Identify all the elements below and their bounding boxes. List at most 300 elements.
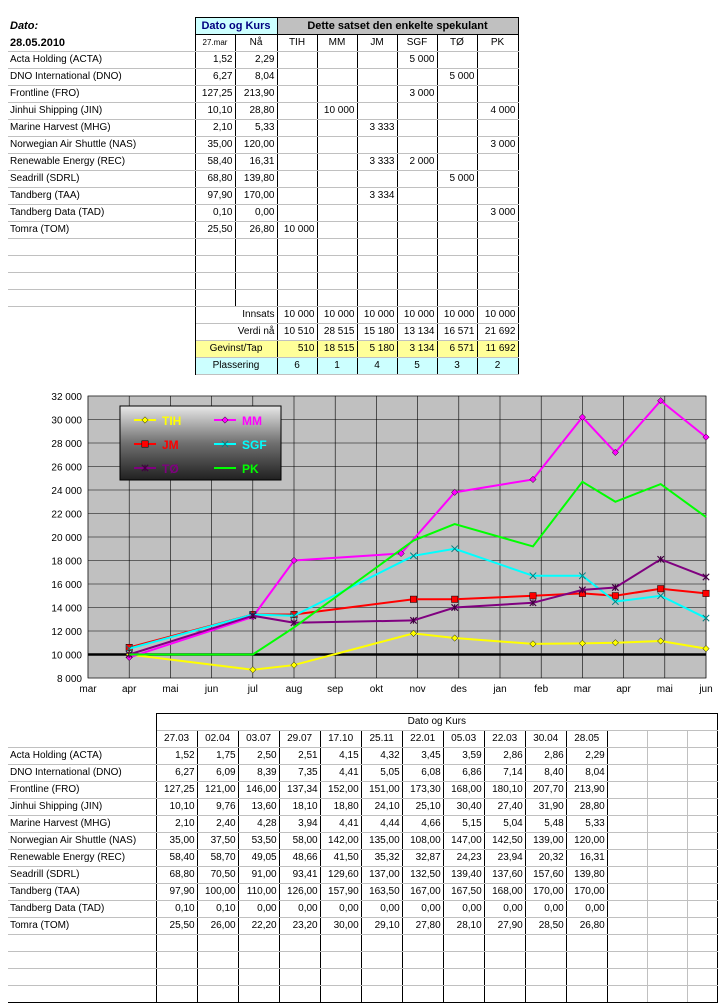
empty-cell	[443, 986, 484, 1003]
empty-cell	[477, 273, 518, 290]
spec-col-header: MM	[317, 35, 357, 52]
stake-cell	[477, 171, 518, 188]
empty-cell	[402, 952, 443, 969]
empty-cell	[238, 935, 279, 952]
empty-cell	[279, 969, 320, 986]
price-cell: 8,04	[566, 765, 607, 782]
price-cell: 129,60	[320, 867, 361, 884]
empty-cell	[525, 952, 566, 969]
price-cell: 0,00	[402, 901, 443, 918]
price-cell: 152,00	[320, 782, 361, 799]
price-cell: 9,76	[197, 799, 238, 816]
summary-value: 28 515	[317, 324, 357, 341]
stock-name: Seadrill (SDRL)	[8, 867, 156, 884]
data-point	[410, 596, 416, 602]
spec-col-header: TIH	[277, 35, 317, 52]
empty-cell	[484, 986, 525, 1003]
price-cell: 0,00	[238, 901, 279, 918]
empty-cell	[687, 833, 717, 850]
empty-cell	[279, 952, 320, 969]
x-tick-label: apr	[616, 684, 631, 695]
stake-cell	[277, 69, 317, 86]
summary-value: 21 692	[477, 324, 518, 341]
y-tick-label: 26 000	[51, 462, 82, 474]
stake-cell: 4 000	[477, 103, 518, 120]
price-cell: 29,10	[361, 918, 402, 935]
empty-cell	[477, 256, 518, 273]
empty-cell	[235, 290, 277, 307]
empty-cell	[607, 782, 647, 799]
table-row	[8, 103, 518, 120]
empty-cell	[647, 833, 687, 850]
price-cell: 28,50	[525, 918, 566, 935]
empty-cell	[607, 731, 647, 748]
empty-cell	[437, 290, 477, 307]
x-tick-label: sep	[327, 684, 344, 695]
price-cell: 91,00	[238, 867, 279, 884]
price-cell: 5,15	[443, 816, 484, 833]
price-cell: 170,00	[566, 884, 607, 901]
summary-value: 10 000	[477, 307, 518, 324]
empty-cell	[647, 850, 687, 867]
summary-value: 5	[397, 358, 437, 375]
empty-cell	[156, 952, 197, 969]
empty-cell	[484, 952, 525, 969]
empty-cell	[197, 986, 238, 1003]
legend-label: TIH	[162, 414, 182, 428]
stake-cell	[317, 86, 357, 103]
stake-cell	[397, 103, 437, 120]
price-cell: 173,30	[402, 782, 443, 799]
stake-cell	[317, 222, 357, 239]
stock-name: Frontline (FRO)	[8, 86, 195, 103]
price-cell: 137,60	[484, 867, 525, 884]
blank-cell	[8, 731, 156, 748]
price-cell: 4,32	[361, 748, 402, 765]
kurs-now: 170,00	[235, 188, 277, 205]
stake-cell	[477, 222, 518, 239]
price-cell: 16,31	[566, 850, 607, 867]
empty-cell	[397, 256, 437, 273]
empty-cell	[238, 986, 279, 1003]
empty-row	[8, 256, 518, 273]
empty-cell	[607, 884, 647, 901]
stake-cell	[477, 188, 518, 205]
stake-cell	[437, 86, 477, 103]
price-cell: 6,27	[156, 765, 197, 782]
empty-cell	[357, 290, 397, 307]
summary-value: 3	[437, 358, 477, 375]
kurs-header: Dato og Kurs	[195, 18, 277, 35]
price-cell: 120,00	[566, 833, 607, 850]
empty-cell	[477, 290, 518, 307]
stake-cell: 2 000	[397, 154, 437, 171]
table-row	[8, 52, 518, 69]
empty-cell	[156, 986, 197, 1003]
summary-value: 10 000	[397, 307, 437, 324]
price-cell: 23,20	[279, 918, 320, 935]
stock-name: Tandberg (TAA)	[8, 188, 195, 205]
table-row	[8, 918, 718, 935]
empty-cell	[607, 816, 647, 833]
price-cell: 5,48	[525, 816, 566, 833]
kurs-now: 120,00	[235, 137, 277, 154]
price-cell: 26,00	[197, 918, 238, 935]
stake-cell	[437, 52, 477, 69]
stake-cell	[277, 103, 317, 120]
empty-cell	[397, 273, 437, 290]
empty-cell	[647, 918, 687, 935]
summary-value: 4	[357, 358, 397, 375]
empty-cell	[687, 918, 717, 935]
price-cell: 180,10	[484, 782, 525, 799]
legend-label: JM	[162, 438, 179, 452]
summary-value: 10 000	[357, 307, 397, 324]
price-cell: 22,20	[238, 918, 279, 935]
summary-label: Gevinst/Tap	[195, 341, 277, 358]
kurs-start: 25,50	[195, 222, 235, 239]
price-cell: 142,50	[484, 833, 525, 850]
stake-cell	[477, 69, 518, 86]
empty-cell	[197, 935, 238, 952]
y-tick-label: 14 000	[51, 603, 82, 615]
empty-cell	[317, 256, 357, 273]
blank-cell	[8, 324, 195, 341]
stake-cell: 10 000	[317, 103, 357, 120]
price-cell: 4,41	[320, 765, 361, 782]
summary-value: 6	[277, 358, 317, 375]
price-cell: 70,50	[197, 867, 238, 884]
price-cell: 121,00	[197, 782, 238, 799]
table-row	[8, 816, 718, 833]
empty-cell	[607, 918, 647, 935]
kurs-col2: Nå	[235, 35, 277, 52]
stake-cell: 5 000	[437, 171, 477, 188]
empty-cell	[647, 799, 687, 816]
table-row	[8, 884, 718, 901]
empty-cell	[647, 816, 687, 833]
price-cell: 207,70	[525, 782, 566, 799]
stake-cell	[477, 154, 518, 171]
y-tick-label: 10 000	[51, 650, 82, 662]
empty-cell	[607, 765, 647, 782]
table-row	[8, 154, 518, 171]
price-cell: 157,60	[525, 867, 566, 884]
price-cell: 0,00	[484, 901, 525, 918]
empty-cell	[8, 986, 156, 1003]
empty-cell	[566, 969, 607, 986]
price-cell: 6,86	[443, 765, 484, 782]
empty-cell	[566, 935, 607, 952]
stake-cell	[277, 188, 317, 205]
kurs-now: 2,29	[235, 52, 277, 69]
price-cell: 2,10	[156, 816, 197, 833]
summary-value: 10 000	[277, 307, 317, 324]
x-tick-label: okt	[369, 684, 384, 695]
legend-label: MM	[242, 414, 262, 428]
stake-cell	[477, 52, 518, 69]
empty-cell	[647, 731, 687, 748]
summary-row	[8, 341, 518, 358]
empty-cell	[317, 273, 357, 290]
stake-cell	[277, 205, 317, 222]
empty-cell	[607, 986, 647, 1003]
kurs-start: 97,90	[195, 188, 235, 205]
price-cell: 139,00	[525, 833, 566, 850]
empty-cell	[361, 935, 402, 952]
bottom-table	[8, 713, 718, 1003]
x-tick-label: jul	[247, 684, 258, 695]
empty-cell	[235, 273, 277, 290]
dato-value: 28.05.2010	[8, 35, 195, 52]
stock-name: Marine Harvest (MHG)	[8, 816, 156, 833]
summary-value: 2	[477, 358, 518, 375]
summary-value: 10 510	[277, 324, 317, 341]
price-cell: 7,35	[279, 765, 320, 782]
price-cell: 213,90	[566, 782, 607, 799]
subheader-row	[8, 35, 518, 52]
kurs-now: 16,31	[235, 154, 277, 171]
empty-cell	[647, 935, 687, 952]
price-cell: 2,86	[484, 748, 525, 765]
empty-cell	[156, 935, 197, 952]
price-cell: 146,00	[238, 782, 279, 799]
price-cell: 110,00	[238, 884, 279, 901]
x-tick-label: aug	[285, 684, 303, 695]
kurs-start: 127,25	[195, 86, 235, 103]
empty-cell	[402, 935, 443, 952]
data-point	[612, 593, 618, 599]
empty-cell	[687, 731, 717, 748]
price-cell: 168,00	[484, 884, 525, 901]
price-cell: 139,40	[443, 867, 484, 884]
empty-cell	[357, 273, 397, 290]
empty-cell	[320, 969, 361, 986]
empty-cell	[647, 782, 687, 799]
table-row	[8, 86, 518, 103]
price-cell: 139,80	[566, 867, 607, 884]
summary-label: Verdi nå	[195, 324, 277, 341]
price-cell: 48,66	[279, 850, 320, 867]
stake-cell	[317, 137, 357, 154]
x-tick-label: des	[450, 684, 467, 695]
stake-cell	[317, 205, 357, 222]
empty-cell	[443, 952, 484, 969]
stock-name: Acta Holding (ACTA)	[8, 748, 156, 765]
kurs-start: 10,10	[195, 103, 235, 120]
price-cell: 2,40	[197, 816, 238, 833]
summary-row	[8, 307, 518, 324]
price-cell: 151,00	[361, 782, 402, 799]
empty-cell	[361, 969, 402, 986]
stake-cell	[357, 69, 397, 86]
price-cell: 163,50	[361, 884, 402, 901]
price-cell: 24,10	[361, 799, 402, 816]
table-row	[8, 171, 518, 188]
price-cell: 27,80	[402, 918, 443, 935]
empty-cell	[279, 935, 320, 952]
summary-value: 3 134	[397, 341, 437, 358]
stake-cell	[317, 171, 357, 188]
price-cell: 100,00	[197, 884, 238, 901]
y-tick-label: 28 000	[51, 439, 82, 450]
table-row	[8, 850, 718, 867]
legend-label: TØ	[162, 462, 179, 476]
x-tick-label: mai	[162, 684, 179, 695]
price-cell: 18,80	[320, 799, 361, 816]
stake-cell	[277, 120, 317, 137]
stock-name: Acta Holding (ACTA)	[8, 52, 195, 69]
summary-row	[8, 358, 518, 375]
summary-label: Innsats	[195, 307, 277, 324]
y-tick-label: 20 000	[51, 533, 82, 544]
stake-cell: 3 333	[357, 120, 397, 137]
y-tick-label: 18 000	[51, 556, 82, 568]
price-cell: 25,10	[402, 799, 443, 816]
empty-cell	[647, 884, 687, 901]
summary-value: 16 571	[437, 324, 477, 341]
stock-name: Tomra (TOM)	[8, 222, 195, 239]
x-tick-label: mai	[656, 684, 673, 695]
empty-cell	[477, 239, 518, 256]
date-header: 22.01	[402, 731, 443, 748]
empty-row	[8, 935, 718, 952]
stake-cell	[397, 120, 437, 137]
table-row	[8, 120, 518, 137]
kurs-now: 139,80	[235, 171, 277, 188]
spec-col-header: JM	[357, 35, 397, 52]
empty-cell	[8, 935, 156, 952]
price-cell: 127,25	[156, 782, 197, 799]
empty-cell	[397, 290, 437, 307]
price-cell: 0,00	[361, 901, 402, 918]
summary-row	[8, 324, 518, 341]
x-tick-label: mar	[79, 684, 97, 695]
price-cell: 35,00	[156, 833, 197, 850]
spec-col-header: TØ	[437, 35, 477, 52]
summary-label: Plassering	[195, 358, 277, 375]
empty-cell	[443, 935, 484, 952]
empty-cell	[687, 969, 717, 986]
stock-name: DNO International (DNO)	[8, 69, 195, 86]
empty-cell	[484, 935, 525, 952]
summary-value: 1	[317, 358, 357, 375]
empty-cell	[320, 952, 361, 969]
empty-cell	[238, 952, 279, 969]
price-cell: 35,32	[361, 850, 402, 867]
kurs-start: 2,10	[195, 120, 235, 137]
blank-cell	[8, 358, 195, 375]
empty-cell	[235, 256, 277, 273]
stake-cell	[477, 120, 518, 137]
price-cell: 31,90	[525, 799, 566, 816]
y-tick-label: 32 000	[51, 392, 82, 403]
empty-cell	[437, 239, 477, 256]
empty-cell	[361, 986, 402, 1003]
price-cell: 168,00	[443, 782, 484, 799]
empty-cell	[525, 969, 566, 986]
empty-cell	[402, 969, 443, 986]
blank-cell	[8, 714, 156, 731]
stake-cell: 5 000	[397, 52, 437, 69]
empty-row	[8, 969, 718, 986]
price-cell: 13,60	[238, 799, 279, 816]
stake-cell	[397, 137, 437, 154]
empty-cell	[8, 256, 195, 273]
empty-cell	[647, 748, 687, 765]
stake-cell	[277, 171, 317, 188]
kurs-start: 1,52	[195, 52, 235, 69]
stake-cell: 3 000	[477, 205, 518, 222]
price-cell: 0,00	[279, 901, 320, 918]
price-cell: 27,90	[484, 918, 525, 935]
date-header: 25.11	[361, 731, 402, 748]
legend	[120, 406, 281, 480]
y-tick-label: 30 000	[51, 415, 82, 427]
empty-row	[8, 239, 518, 256]
stake-cell	[357, 222, 397, 239]
kurs-now: 5,33	[235, 120, 277, 137]
price-cell: 2,50	[238, 748, 279, 765]
price-cell: 4,28	[238, 816, 279, 833]
y-tick-label: 16 000	[51, 580, 82, 591]
empty-cell	[357, 256, 397, 273]
price-cell: 0,00	[525, 901, 566, 918]
stake-cell	[357, 171, 397, 188]
y-tick-label: 8 000	[56, 674, 82, 685]
x-tick-label: jan	[493, 684, 507, 695]
summary-value: 13 134	[397, 324, 437, 341]
header-row	[8, 18, 518, 35]
price-cell: 10,10	[156, 799, 197, 816]
kurs-now: 28,80	[235, 103, 277, 120]
stake-cell: 10 000	[277, 222, 317, 239]
empty-cell	[8, 290, 195, 307]
table-row	[8, 137, 518, 154]
price-cell: 4,15	[320, 748, 361, 765]
empty-cell	[8, 952, 156, 969]
stock-name: Frontline (FRO)	[8, 782, 156, 799]
empty-cell	[647, 952, 687, 969]
price-cell: 7,14	[484, 765, 525, 782]
stake-cell	[397, 222, 437, 239]
stock-name: Marine Harvest (MHG)	[8, 120, 195, 137]
empty-cell	[484, 969, 525, 986]
price-cell: 3,45	[402, 748, 443, 765]
kurs-now: 0,00	[235, 205, 277, 222]
stock-name: Jinhui Shipping (JIN)	[8, 799, 156, 816]
price-cell: 135,00	[361, 833, 402, 850]
price-cell: 68,80	[156, 867, 197, 884]
price-cell: 2,86	[525, 748, 566, 765]
date-header: 02.04	[197, 731, 238, 748]
empty-cell	[156, 969, 197, 986]
summary-value: 510	[277, 341, 317, 358]
stock-name: Seadrill (SDRL)	[8, 171, 195, 188]
stake-cell	[317, 120, 357, 137]
stake-cell	[437, 154, 477, 171]
empty-cell	[647, 765, 687, 782]
price-cell: 0,10	[156, 901, 197, 918]
empty-cell	[687, 952, 717, 969]
empty-cell	[607, 867, 647, 884]
kurs-start: 68,80	[195, 171, 235, 188]
data-point	[142, 441, 148, 447]
empty-cell	[277, 273, 317, 290]
stake-cell	[437, 103, 477, 120]
stock-name: DNO International (DNO)	[8, 765, 156, 782]
price-cell: 24,23	[443, 850, 484, 867]
